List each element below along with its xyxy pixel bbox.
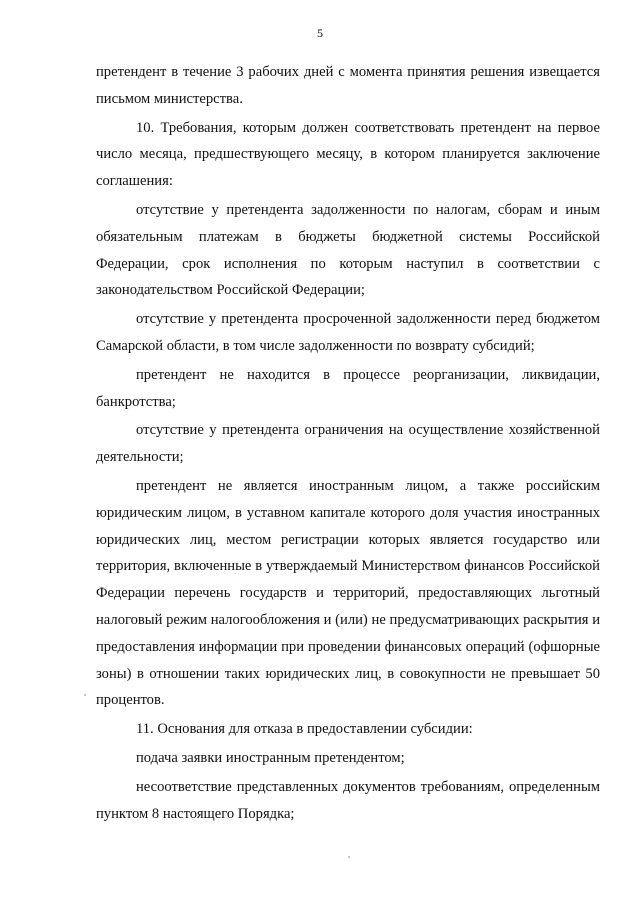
scan-speck — [348, 856, 350, 858]
paragraph: отсутствие у претендента ограничения на осуществление хозяйственной деятельности; — [96, 422, 600, 466]
paragraph: подача заявки иностранным претендентом; — [136, 749, 405, 766]
scan-speck — [84, 694, 86, 696]
page-number: 5 — [317, 26, 323, 40]
document-body — [96, 59, 600, 829]
paragraph: отсутствие у претендента задолженности по налогам, сборам и иным обязательным платежам в бюджеты бюджетной системы Российской Федерации, срок исполнения по которым наступил в соответствии с законодательством Российской Федерации; — [96, 201, 600, 299]
paragraph: 10. Требования, которым должен соответствовать претендент на первое число месяца, предшествующего месяцу, в котором планируется заключение соглашения: — [96, 119, 600, 190]
paragraph: несоответствие представленных документов требованиям, определенным пунктом 8 настоящего Порядка; — [96, 778, 600, 822]
paragraph: отсутствие у претендента просроченной задолженности перед бюджетом Самарской области, в том числе задолженности по возврату субсидий; — [96, 311, 600, 354]
paragraph: 11. Основания для отказа в предоставлении субсидии: — [136, 721, 473, 738]
paragraph: претендент в течение 3 рабочих дней с момента принятия решения извещается письмом министерства. — [96, 64, 600, 107]
paragraph: претендент не является иностранным лицом, а также российским юридическим лицом, в уставном капитале которого доля участия иностранных юридических лиц, местом регистрации которых является государство или территория, включенные в утверждаемый Министерством финансов Российской Федерации перечень государств и территорий, предоставляющих льготный налоговый режим налогообложения и (или) не предусматривающих раскрытия и предоставления информации при проведении финансовых операций (офшорные зоны) в отношении таких юридических лиц, в совокупности не превышает 50 процентов. — [96, 477, 600, 709]
paragraph: претендент не находится в процессе реорганизации, ликвидации, банкротства; — [96, 366, 600, 410]
